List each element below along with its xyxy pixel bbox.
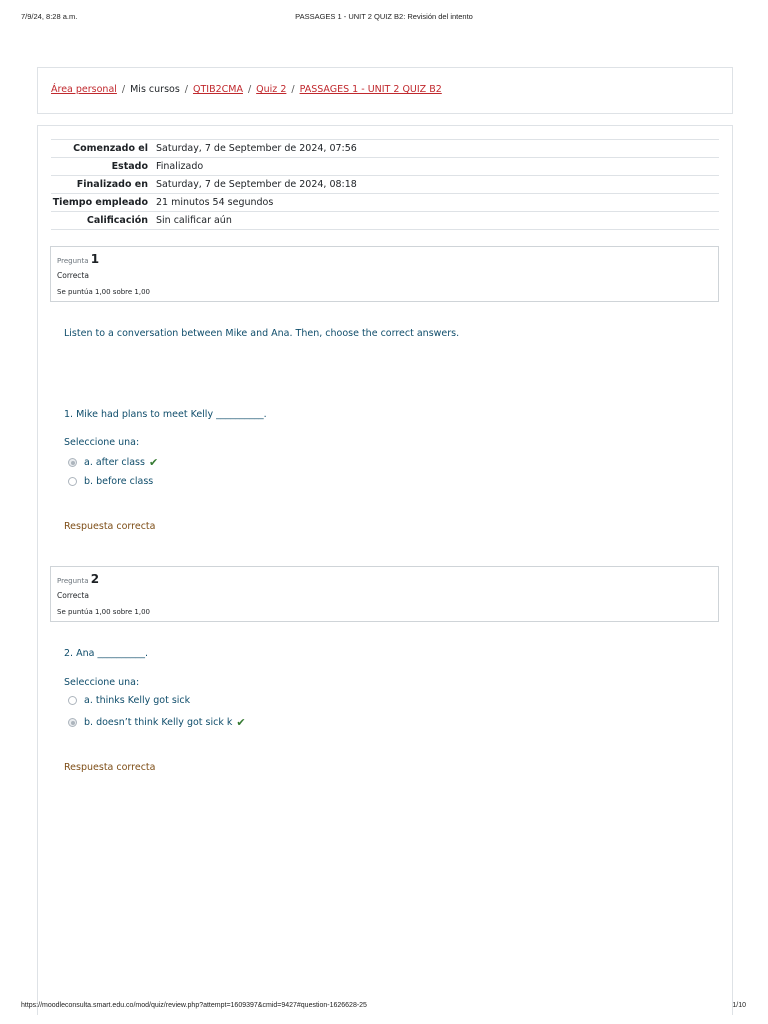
option-label: a. thinks Kelly got sick (84, 695, 191, 706)
question-2-option-b[interactable] (68, 716, 246, 729)
summary-value: Sin calificar aún (156, 215, 232, 226)
breadcrumb-item-mis-cursos: Mis cursos (130, 84, 180, 95)
breadcrumb-item-area-personal[interactable]: Área personal (51, 84, 117, 95)
summary-value: Saturday, 7 de September de 2024, 07:56 (156, 143, 357, 154)
question-2-option-a[interactable] (68, 695, 190, 706)
question-1-feedback: Respuesta correcta (64, 521, 156, 532)
summary-row-finished (51, 176, 719, 194)
breadcrumb-card (37, 67, 733, 114)
summary-label: Calificación (86, 215, 148, 226)
option-label: b. doesn’t think Kelly got sick k (84, 717, 233, 728)
summary-label: Estado (111, 161, 148, 172)
option-label: b. before class (84, 476, 154, 487)
print-header (0, 12, 768, 24)
summary-value: 21 minutos 54 segundos (156, 197, 274, 208)
question-1-intro: Listen to a conversation between Mike and Ana. Then, choose the correct answers. (64, 328, 460, 339)
summary-value: Saturday, 7 de September de 2024, 08:18 (156, 179, 357, 190)
question-1-info (50, 246, 719, 302)
breadcrumb-separator: / (184, 84, 188, 95)
question-2-text: 2. Ana __________. (64, 648, 148, 659)
print-date: 7/9/24, 8:28 a.m. (21, 12, 78, 21)
question-number-value: 1 (90, 252, 100, 266)
question-2-prompt: Seleccione una: (64, 677, 140, 688)
summary-label: Finalizado en (76, 179, 148, 190)
breadcrumb-separator: / (121, 84, 126, 95)
breadcrumb-separator: / (247, 84, 252, 95)
question-prefix: Pregunta (57, 577, 89, 585)
question-1-prompt: Seleccione una: (64, 437, 140, 448)
checkmark-icon: ✔ (148, 456, 159, 469)
breadcrumb-item-current-quiz[interactable]: PASSAGES 1 - UNIT 2 QUIZ B2 (299, 84, 442, 95)
question-state: Correcta (57, 271, 89, 280)
summary-label: Comenzado el (73, 143, 148, 154)
question-state: Correcta (57, 591, 89, 600)
question-2-feedback: Respuesta correcta (64, 762, 156, 773)
question-grade: Se puntúa 1,00 sobre 1,00 (57, 288, 151, 296)
summary-value: Finalizado (156, 161, 204, 172)
option-label: a. after class (84, 457, 145, 468)
question-1-option-b[interactable] (68, 476, 153, 487)
summary-row-time-taken (51, 194, 719, 212)
print-footer (0, 1002, 768, 1014)
question-number-value: 2 (90, 572, 100, 586)
radio-button[interactable] (68, 477, 77, 486)
breadcrumb (51, 84, 442, 95)
question-number (57, 252, 99, 266)
radio-button[interactable] (68, 696, 77, 705)
print-url: https://moodleconsulta.smart.edu.co/mod/quiz/review.php?attempt=1609397&cmid=9427#question-1626628-25 (21, 1002, 367, 1009)
radio-button-checked[interactable] (68, 718, 77, 727)
print-title: PASSAGES 1 - UNIT 2 QUIZ B2: Revisión del intento (295, 12, 473, 21)
question-1-text: 1. Mike had plans to meet Kelly __________. (64, 409, 267, 420)
breadcrumb-separator: / (291, 84, 295, 95)
question-number (57, 572, 99, 586)
breadcrumb-item-quiz[interactable]: Quiz 2 (256, 84, 287, 95)
question-grade: Se puntúa 1,00 sobre 1,00 (57, 608, 151, 616)
summary-label: Tiempo empleado (52, 197, 148, 208)
summary-row-grade (51, 212, 719, 230)
attempt-summary-table (51, 139, 719, 230)
question-2-info (50, 566, 719, 622)
print-page-number: 1/10 (732, 1002, 746, 1009)
breadcrumb-item-course[interactable]: QTIB2CMA (192, 84, 243, 95)
summary-row-state (51, 158, 719, 176)
checkmark-icon: ✔ (236, 716, 246, 729)
question-1-option-a[interactable] (68, 456, 158, 469)
summary-row-started (51, 140, 719, 158)
question-prefix: Pregunta (57, 257, 89, 265)
radio-button-checked[interactable] (68, 458, 77, 467)
